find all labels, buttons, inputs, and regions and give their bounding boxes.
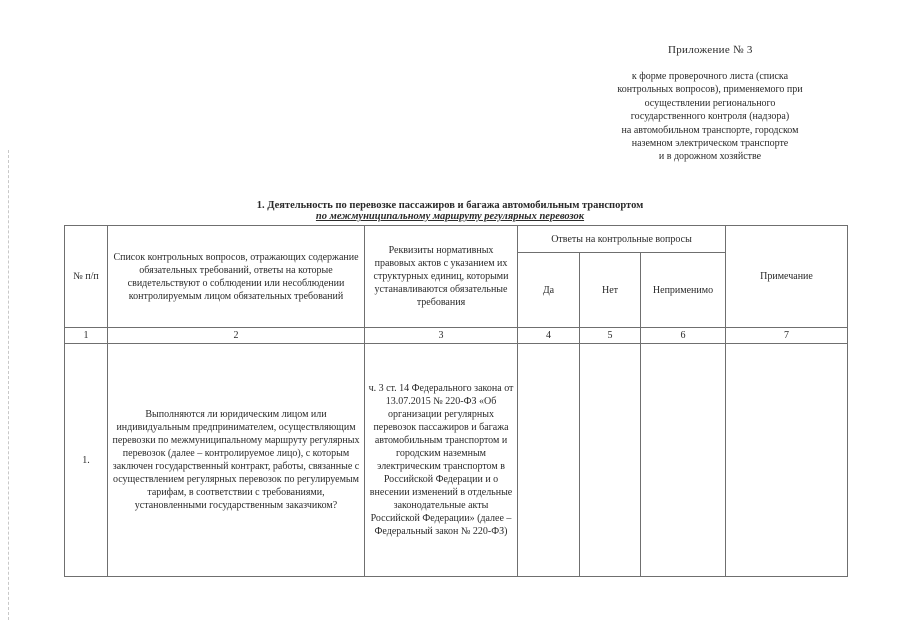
appendix-line: и в дорожном хозяйстве [658,151,762,163]
column-number-row [65,328,848,344]
header-no: Нет [580,253,641,328]
column-number: 5 [580,328,641,344]
requisites-cell: ч. 3 ст. 14 Федерального закона от 13.07.2015 № 220-ФЗ «Об организации регулярных перевозок пассажиров и багажа автомобильным транспортом и городским наземным электрическим транспортом в Российской Федерации и о внесении изменений в отдельные законодательные акты Российской Федерации» (далее – Федеральный закон № 220-ФЗ) [365,344,518,577]
checklist-table [64,225,848,577]
appendix-line: наземном электрическом транспорте [631,138,789,150]
scan-edge-line [8,150,9,620]
table-header-row [65,226,848,253]
header-not-applicable: Неприменимо [641,253,726,328]
appendix-title: Приложение № 3 [668,44,753,56]
table-row [65,344,848,577]
appendix-line: к форме проверочного листа (списка [631,71,789,82]
header-num: № п/п [65,226,108,328]
answer-yes-cell[interactable] [518,344,580,577]
appendix-line: государственного контроля (надзора) [630,111,790,123]
header-yes: Да [518,253,580,328]
header-requisites: Реквизиты нормативных правовых актов с указанием их структурных единиц, которыми устанавливаются обязательные требования [365,226,518,328]
appendix-line: на автомобильном транспорте, городском [621,124,799,136]
appendix-line: контрольных вопросов), применяемого при [617,84,803,96]
column-number: 2 [108,328,365,344]
answer-no-cell[interactable] [580,344,641,577]
header-questions: Список контрольных вопросов, отражающих содержание обязательных требований, ответы на которые свидетельствуют о соблюдении или несоблюдении контролируемым лицом обязательных требований [108,226,365,328]
header-note: Примечание [726,226,848,328]
column-number: 7 [726,328,848,344]
column-number: 4 [518,328,580,344]
answer-not-applicable-cell[interactable] [641,344,726,577]
appendix-subtitle [585,70,835,164]
appendix-line: осуществлении регионального [644,97,776,109]
header-answers-group: Ответы на контрольные вопросы [518,226,726,253]
column-number: 6 [641,328,726,344]
question-cell: Выполняются ли юридическим лицом или индивидуальным предпринимателем, осуществляющим перевозки по межмуниципальному маршруту регулярных перевозок (далее – контролируемое лицо), с которым заключен государственный контракт, работы, связанные с осуществлением регулярных перевозок по регулируемым тарифам, в соответствии с требованиями, установленными государственным заказчиком? [108,344,365,577]
section-title [190,200,710,222]
row-number: 1. [65,344,108,577]
column-number: 1 [65,328,108,344]
column-number: 3 [365,328,518,344]
note-cell[interactable] [726,344,848,577]
section-title-line2: по межмуниципальному маршруту регулярных перевозок [315,211,585,222]
section-title-line1: 1. Деятельность по перевозке пассажиров и багажа автомобильным транспортом [256,200,644,211]
